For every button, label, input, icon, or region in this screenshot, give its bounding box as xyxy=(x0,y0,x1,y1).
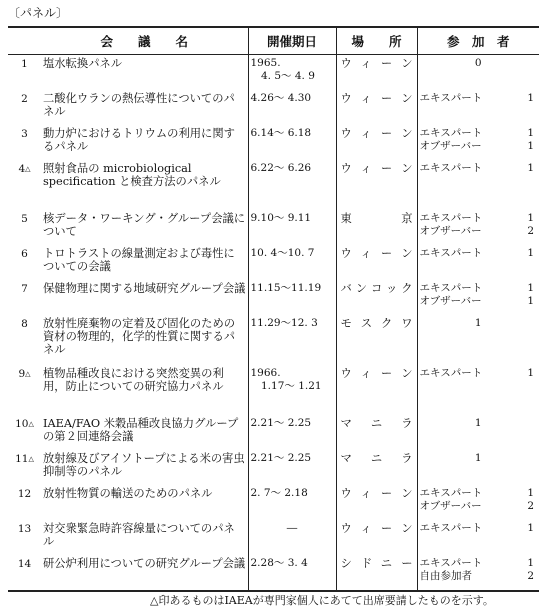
row-number xyxy=(8,210,41,245)
meeting-period: 2.28～ 3. 4 xyxy=(248,555,336,591)
meeting-location: ウィーン xyxy=(336,160,417,210)
request-mark: △ xyxy=(28,455,34,463)
meeting-location: マニラ xyxy=(336,415,417,450)
row-number-text: 6 xyxy=(21,248,28,260)
request-mark: △ xyxy=(28,420,34,428)
participant-line xyxy=(420,140,538,153)
participant-count: 1 xyxy=(474,317,482,329)
row-number-text: 4 xyxy=(18,163,26,175)
row-number-text: 11 xyxy=(15,453,29,465)
meeting-name: 放射線及びアイソトープによる米の害虫抑制等のパネル xyxy=(43,452,245,478)
participant-role: オブザーバー xyxy=(419,140,482,152)
participants-cell xyxy=(417,245,539,280)
meeting-name: 保健物理に関する地域研究グループ会議 xyxy=(43,282,246,295)
table-row xyxy=(8,315,539,365)
participant-line xyxy=(420,452,538,465)
table-row xyxy=(8,90,539,125)
participant-line xyxy=(420,127,538,140)
participant-role: エキスパート xyxy=(419,282,483,294)
participant-line xyxy=(420,295,538,308)
participant-count: 1 xyxy=(527,557,534,569)
participant-count: 1 xyxy=(527,522,534,534)
participant-role: オブザーバー xyxy=(419,295,482,307)
participant-count: 2 xyxy=(527,570,534,582)
participants-cell xyxy=(417,160,539,210)
request-mark: △ xyxy=(25,165,31,173)
meeting-name: 対交衆緊急時許容線量についてのパネル xyxy=(43,522,235,548)
meeting-name: IAEA/FAO 米穀品種改良協力グループの第２回連絡会議 xyxy=(43,417,239,443)
meeting-period: 1966. 1.17～ 1.21 xyxy=(248,365,336,415)
participant-count: 1 xyxy=(527,140,534,152)
meeting-location: ウィーン xyxy=(336,365,417,415)
participant-role: 自由参加者 xyxy=(419,570,472,582)
row-number xyxy=(8,90,41,125)
participant-count: 1 xyxy=(474,417,482,429)
meeting-name: 動力炉におけるトリウムの利用に関するパネル xyxy=(43,127,235,153)
meeting-period: 11.15～11.19 xyxy=(248,280,336,315)
meeting-name: 研公炉利用についての研究グループ会議 xyxy=(41,555,248,591)
header-participants: 参 加 者 xyxy=(417,27,539,55)
row-number xyxy=(8,125,41,160)
table-row xyxy=(8,365,539,415)
section-label: 〔パネル〕 xyxy=(8,6,69,20)
meeting-location: ウィーン xyxy=(336,520,417,555)
row-number xyxy=(8,485,41,520)
table-row xyxy=(8,210,539,245)
row-number xyxy=(8,55,41,91)
participant-count: 1 xyxy=(527,247,534,259)
participant-role: オブザーバー xyxy=(419,225,482,237)
meeting-location: ウィーン xyxy=(336,90,417,125)
participants-cell xyxy=(417,555,539,591)
row-number-text: 2 xyxy=(21,93,28,105)
participant-role: エキスパート xyxy=(419,487,483,499)
participant-count: 2 xyxy=(527,225,534,237)
participant-count: 1 xyxy=(527,367,534,379)
participants-cell xyxy=(417,315,539,365)
row-number-text: 9 xyxy=(18,368,26,380)
meeting-location: モスクワ xyxy=(336,315,417,365)
meeting-period: 1965. 4. 5～ 4. 9 xyxy=(248,55,336,91)
meeting-name: 塩水転換パネル xyxy=(43,57,123,70)
row-number xyxy=(8,520,41,555)
table-body xyxy=(8,55,539,592)
row-number xyxy=(8,315,41,365)
participants-cell xyxy=(417,90,539,125)
table-row xyxy=(8,415,539,450)
row-number xyxy=(8,415,41,450)
participant-line xyxy=(420,57,538,70)
participant-line xyxy=(420,557,538,570)
participant-line xyxy=(420,282,538,295)
table-row xyxy=(8,55,539,91)
participant-line xyxy=(420,317,538,330)
participant-count: 1 xyxy=(527,162,534,174)
participant-line xyxy=(420,417,538,430)
row-number xyxy=(8,450,41,485)
participant-role: エキスパート xyxy=(419,127,483,139)
table-row xyxy=(8,280,539,315)
meeting-name: 核データ・ワーキング・グループ会議について xyxy=(43,212,246,238)
meeting-location: マニラ xyxy=(336,450,417,485)
meeting-period: 2.21～ 2.25 xyxy=(248,450,336,485)
row-number-text: 8 xyxy=(21,318,28,330)
participant-line xyxy=(420,522,538,535)
meeting-period: 6.14～ 6.18 xyxy=(248,125,336,160)
table-row xyxy=(8,520,539,555)
participants-cell xyxy=(417,125,539,160)
table-row xyxy=(8,485,539,520)
participant-count: 2 xyxy=(527,500,534,512)
participant-count: 1 xyxy=(527,212,534,224)
row-number-text: 3 xyxy=(21,128,28,140)
row-number-text: 13 xyxy=(17,523,32,535)
participant-count: 0 xyxy=(474,57,482,69)
row-number xyxy=(8,555,41,591)
meeting-location: バンコック xyxy=(336,280,417,315)
participant-role: オブザーバー xyxy=(419,500,482,512)
participant-role: エキスパート xyxy=(419,92,483,104)
participant-count: 1 xyxy=(527,92,534,104)
participants-cell xyxy=(417,485,539,520)
meeting-name: 照射食品の microbiological specification と検査方法のパネル xyxy=(43,162,221,188)
participant-line xyxy=(420,487,538,500)
participant-count: 1 xyxy=(527,127,534,139)
participants-cell xyxy=(417,520,539,555)
meeting-period: ― xyxy=(248,520,336,555)
participant-count: 1 xyxy=(527,487,534,499)
meeting-location: ウィーン xyxy=(336,245,417,280)
participants-cell xyxy=(417,210,539,245)
participant-line xyxy=(420,247,538,260)
header-location: 場 所 xyxy=(336,27,417,55)
participants-cell xyxy=(417,415,539,450)
meeting-name: トロトラストの線量測定および毒性についての会議 xyxy=(43,247,235,273)
row-number-text: 7 xyxy=(21,283,28,295)
participants-cell xyxy=(417,450,539,485)
participants-cell xyxy=(417,365,539,415)
participant-line xyxy=(420,570,538,583)
meeting-name: 放射性物質の輸送のためのパネル xyxy=(43,487,213,500)
meeting-period: 9.10～ 9.11 xyxy=(248,210,336,245)
row-number xyxy=(8,160,41,210)
panels-table xyxy=(8,26,539,592)
participant-count: 1 xyxy=(527,282,534,294)
row-number xyxy=(8,280,41,315)
meeting-location: 東 京 xyxy=(336,210,417,245)
participant-role: エキスパート xyxy=(419,162,483,174)
table-row xyxy=(8,125,539,160)
header-period: 開催期日 xyxy=(248,27,336,55)
participants-cell xyxy=(417,280,539,315)
meeting-name: 二酸化ウランの熱伝導性についてのパネル xyxy=(43,92,235,118)
meeting-location: シドニー xyxy=(336,555,417,591)
participant-role: エキスパート xyxy=(419,557,483,569)
meeting-name: 放射性廃棄物の定着及び固化のための資材の物理的，化学的性質に関するパネル xyxy=(43,317,236,356)
table-row xyxy=(8,555,539,591)
row-number xyxy=(8,365,41,415)
participant-count: 1 xyxy=(474,452,482,464)
row-number-text: 5 xyxy=(21,213,28,225)
meeting-period: 2.21～ 2.25 xyxy=(248,415,336,450)
request-mark: △ xyxy=(25,370,31,378)
row-number xyxy=(8,245,41,280)
row-number-text: 12 xyxy=(17,488,32,500)
meeting-location: ウィーン xyxy=(336,485,417,520)
table-row xyxy=(8,245,539,280)
footnote: △印あるものはIAEAが専門家個人にあてて出席要請したものを示す。 xyxy=(150,594,494,607)
row-number-text: 10 xyxy=(15,418,29,430)
meeting-period: 11.29～12. 3 xyxy=(248,315,336,365)
meeting-period: 4.26～ 4.30 xyxy=(248,90,336,125)
participant-count: 1 xyxy=(527,295,534,307)
meeting-location: ウィーン xyxy=(336,55,417,91)
table-row xyxy=(8,160,539,210)
participant-role: エキスパート xyxy=(419,247,483,259)
row-number-text: 14 xyxy=(17,558,32,570)
meeting-period: 6.22～ 6.26 xyxy=(248,160,336,210)
participant-line xyxy=(420,367,538,380)
participant-role: エキスパート xyxy=(419,212,483,224)
meeting-period: 10. 4～10. 7 xyxy=(248,245,336,280)
meeting-location: ウィーン xyxy=(336,125,417,160)
participant-line xyxy=(420,225,538,238)
participant-line xyxy=(420,92,538,105)
participant-role: エキスパート xyxy=(419,367,483,379)
table-header-row xyxy=(8,27,539,55)
table-row xyxy=(8,450,539,485)
row-number-text: 1 xyxy=(21,58,28,70)
header-meeting-name: 会 議 名 xyxy=(41,27,248,55)
participant-line xyxy=(420,162,538,175)
participant-line xyxy=(420,500,538,513)
participants-cell xyxy=(417,55,539,91)
meeting-period: 2. 7～ 2.18 xyxy=(248,485,336,520)
participant-role: エキスパート xyxy=(419,522,483,534)
participant-line xyxy=(420,212,538,225)
header-number xyxy=(8,27,41,55)
meeting-name: 植物品種改良における突然変異の利用，防止についての研究協力パネル xyxy=(43,367,224,393)
